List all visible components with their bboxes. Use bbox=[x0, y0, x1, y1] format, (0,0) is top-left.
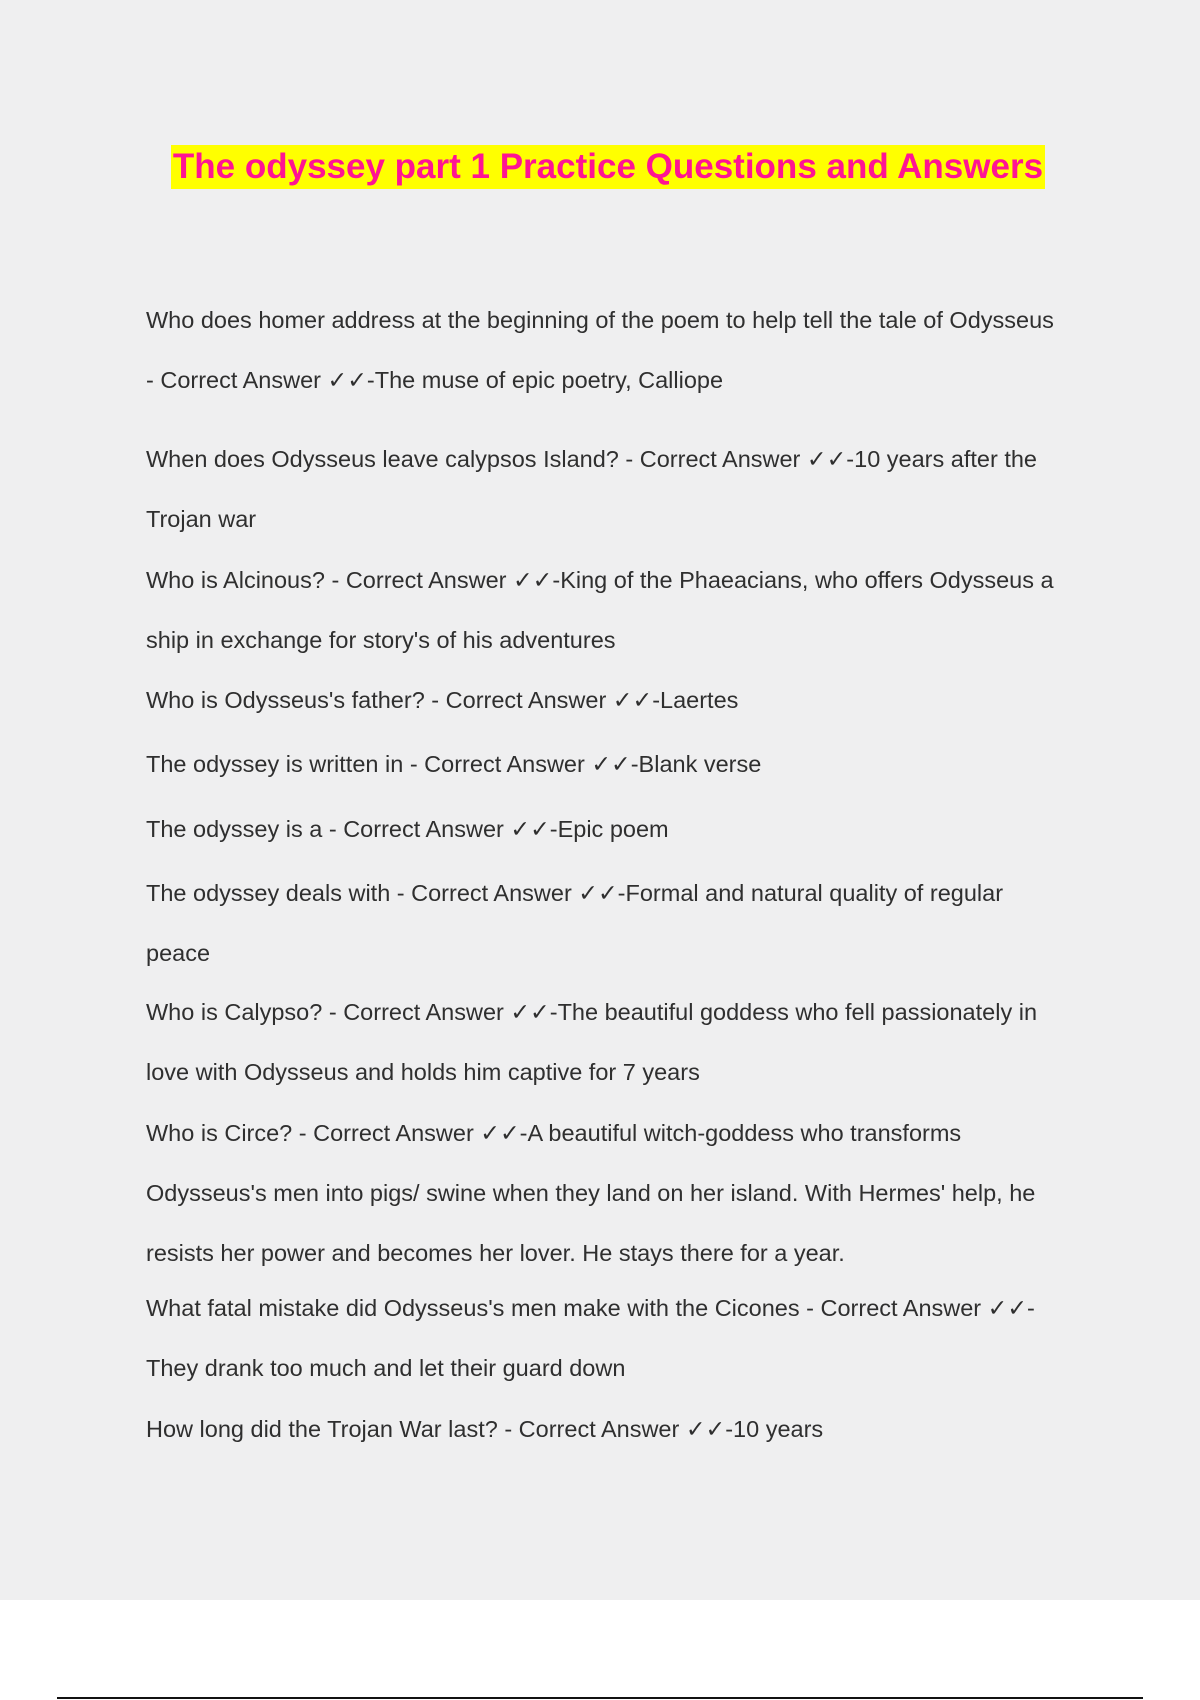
qa-item-9 bbox=[146, 1103, 1096, 1283]
qa-line: peace bbox=[146, 940, 211, 966]
qa-line: How long did the Trojan War last? - Correct Answer ✓✓-10 years bbox=[146, 1416, 824, 1442]
qa-line: When does Odysseus leave calypsos Island? - Correct Answer ✓✓-10 years after the bbox=[146, 446, 1038, 472]
qa-line: love with Odysseus and holds him captive for 7 years bbox=[146, 1059, 700, 1085]
qa-item-5 bbox=[146, 734, 1096, 794]
qa-item-2 bbox=[146, 429, 1096, 549]
qa-line: What fatal mistake did Odysseus's men make with the Cicones - Correct Answer ✓✓- bbox=[146, 1295, 1035, 1321]
qa-item-6 bbox=[146, 799, 1096, 859]
qa-line: The odyssey deals with - Correct Answer ✓✓-Formal and natural quality of regular bbox=[146, 880, 1004, 906]
qa-line: Who is Circe? - Correct Answer ✓✓-A beautiful witch-goddess who transforms bbox=[146, 1120, 962, 1146]
page-title: The odyssey part 1 Practice Questions and Answers bbox=[171, 145, 1045, 189]
qa-line: - Correct Answer ✓✓-The muse of epic poetry, Calliope bbox=[146, 367, 724, 393]
qa-item-1 bbox=[146, 290, 1096, 410]
qa-line: resists her power and becomes her lover. He stays there for a year. bbox=[146, 1240, 845, 1266]
qa-line: Who does homer address at the beginning of the poem to help tell the tale of Odysseus bbox=[146, 307, 1054, 333]
qa-line: ship in exchange for story's of his adventures bbox=[146, 627, 616, 653]
title-container bbox=[0, 145, 1200, 189]
qa-item-7 bbox=[146, 863, 1096, 983]
qa-item-4 bbox=[146, 670, 1096, 730]
qa-line: Trojan war bbox=[146, 506, 257, 532]
qa-item-3 bbox=[146, 550, 1096, 670]
qa-item-10 bbox=[146, 1278, 1096, 1398]
qa-line: Who is Calypso? - Correct Answer ✓✓-The beautiful goddess who fell passionately in bbox=[146, 999, 1038, 1025]
qa-line: The odyssey is a - Correct Answer ✓✓-Epic poem bbox=[146, 816, 669, 842]
qa-item-11 bbox=[146, 1399, 1096, 1459]
qa-item-8 bbox=[146, 982, 1096, 1102]
qa-line: Odysseus's men into pigs/ swine when they land on her island. With Hermes' help, he bbox=[146, 1180, 1036, 1206]
qa-line: They drank too much and let their guard down bbox=[146, 1355, 626, 1381]
qa-line: Who is Alcinous? - Correct Answer ✓✓-King of the Phaeacians, who offers Odysseus a bbox=[146, 567, 1054, 593]
footer-divider bbox=[57, 1697, 1143, 1699]
qa-line: Who is Odysseus's father? - Correct Answer ✓✓-Laertes bbox=[146, 687, 739, 713]
qa-line: The odyssey is written in - Correct Answer ✓✓-Blank verse bbox=[146, 751, 762, 777]
